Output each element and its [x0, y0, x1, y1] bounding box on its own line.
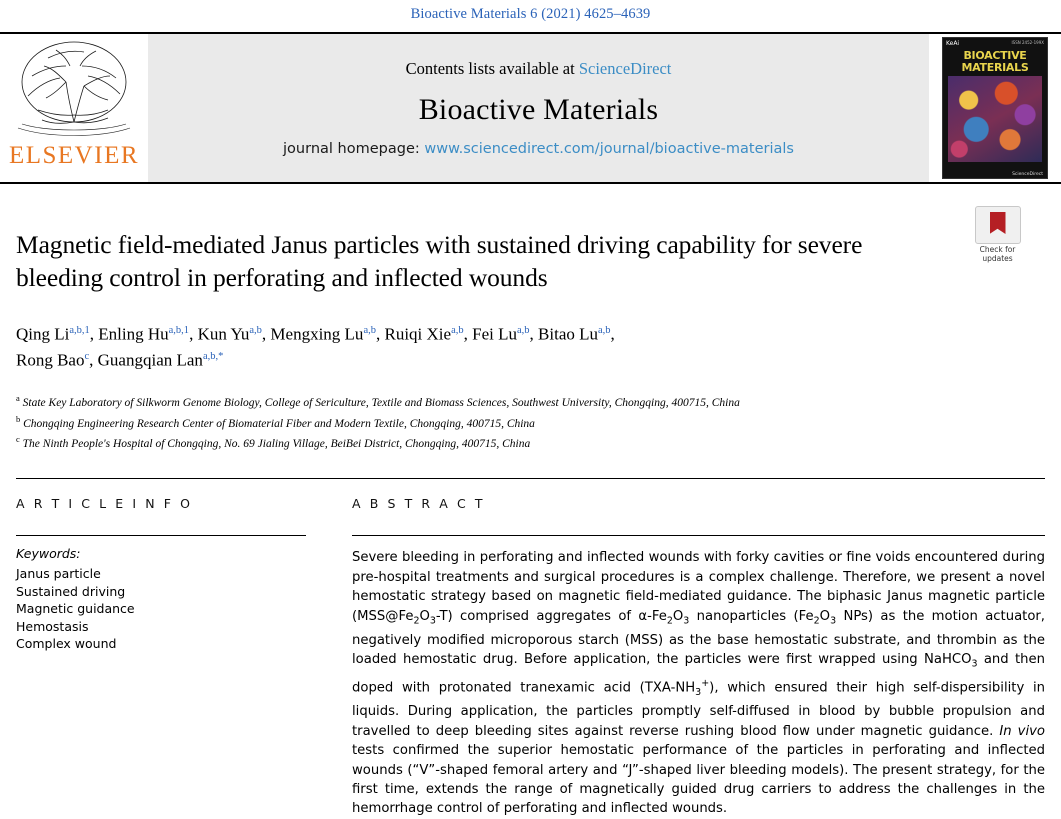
- contents-prefix: Contents lists available at: [405, 59, 579, 78]
- author-affiliation-marker[interactable]: a,b: [451, 325, 464, 336]
- cover-title-line1: BIOACTIVE: [963, 49, 1027, 62]
- journal-title: Bioactive Materials: [418, 93, 659, 126]
- affiliation-text: The Ninth People's Hospital of Chongqing, No. 69 Jialing Village, BeiBei District, Chongqing, 400715, China: [22, 437, 531, 450]
- journal-cover-thumbnail: [929, 34, 1061, 182]
- info-abstract-columns: [16, 496, 1045, 819]
- crossmark-line1: Check for: [979, 245, 1016, 254]
- author-affiliation-marker[interactable]: a,b,1: [168, 325, 190, 336]
- author-affiliation-marker[interactable]: a,b: [363, 325, 376, 336]
- abstract-rule: [352, 535, 1045, 536]
- masthead-center: [148, 34, 929, 182]
- cover-publisher-mark: KeAi: [946, 40, 960, 47]
- page-title: Magnetic field-mediated Janus particles with sustained driving capability for severe bleeding control in perforating and inflected wounds: [16, 230, 863, 292]
- author-affiliation-marker[interactable]: c: [84, 350, 90, 362]
- author-affiliation-marker[interactable]: a,b,1: [69, 325, 90, 336]
- keyword-item: Sustained driving: [16, 583, 126, 599]
- author-list: Qing Li$^{a,b,1}$, Enling Hu$^{a,b,1}$, Kun Yu$^{a,b}$, Mengxing Lu$^{a,b}$, Ruiqi Xie$^{a,b}$, Fei Lu$^{a,b}$, Bitao Lu$^{a,b}$, Rong Bao$^c$, Guangqian Lan$^{a,b,*}$: [16, 324, 615, 370]
- author-name: Enling Hu: [98, 324, 169, 344]
- cover-title-line2: MATERIALS: [961, 60, 1029, 74]
- author-name: Rong Bao: [16, 350, 85, 370]
- cover-title: [943, 50, 1047, 73]
- author-name: Guangqian Lan: [97, 350, 203, 370]
- keywords-label: Keywords:: [16, 546, 81, 562]
- journal-homepage-link[interactable]: www.sciencedirect.com/journal/bioactive-materials: [424, 141, 794, 157]
- affiliation-item: [16, 412, 1045, 432]
- author-affiliation-marker[interactable]: a,b: [249, 325, 262, 336]
- author-affiliation-marker[interactable]: a,b: [516, 325, 530, 336]
- affiliation-text: Chongqing Engineering Research Center of Biomaterial Fiber and Modern Textile, Chongqing, 400715, China: [23, 417, 535, 430]
- author-name: Bitao Lu: [538, 324, 598, 344]
- homepage-prefix: journal homepage:: [283, 141, 425, 157]
- title-block: [16, 228, 1045, 294]
- author-name: Qing Li: [16, 324, 70, 344]
- keyword-item: Complex wound: [16, 636, 117, 652]
- author-name: Kun Yu: [197, 324, 250, 344]
- crossmark-icon: [975, 206, 1021, 244]
- crossmark-badge[interactable]: [967, 206, 1028, 263]
- crossmark-label: [967, 245, 1028, 263]
- article-info-column: [16, 496, 306, 819]
- author-name: Mengxing Lu: [270, 324, 364, 344]
- contents-line: [406, 59, 672, 79]
- homepage-line: [283, 141, 794, 157]
- section-divider: [16, 478, 1045, 479]
- running-head: Bioactive Materials 6 (2021) 4625–4639: [410, 6, 651, 22]
- affiliation-list: [16, 391, 1045, 452]
- author-name: Ruiqi Xie: [384, 324, 452, 344]
- article-content: [0, 228, 1061, 819]
- abstract-column: [306, 496, 1045, 819]
- cover-footer: ScienceDirect: [1012, 172, 1043, 177]
- abstract-text: Severe bleeding in perforating and inflected wounds with forky cavities or fine voids encountered during pre-hospital treatments and surgical procedures is a complex challenge. Therefore, we present a novel hemostatic strategy based on magnetic field-mediated guidance. The biphasic Janus magnetic particle $(MSS@Fe_2O_3-T)$ comprised aggregates of $\alpha-Fe_2O_3$ nanoparticles ($Fe_2O_3$ NPs) as the motion actuator, negatively modified microporous starch (MSS) as the base hemostatic substrate, and thrombin as the loaded hemostatic drug. Before application, the particles were first wrapped using NaHCO$_3$ and then doped with protonated tranexamic acid $(TXA-NH_3^+)$, which ensured their high self-dispersibility in liquids. During application, the particles promptly self-diffused in blood by bubble propulsion and travelled to deep bleeding sites against reverse rushing blood flow under magnetic guidance. In vivo tests confirmed the superior hemostatic performance of the particles in perforating and inflected wounds (“V”-shaped femoral artery and “J”-shaped liver bleeding models). The present strategy, for the first time, extends the range of magnetically guided drug carriers to address the challenges in the hemorrhage control of perforating and inflected wounds.: [352, 550, 1046, 817]
- elsevier-tree-icon: [8, 36, 140, 144]
- abstract-heading: A B S T R A C T: [352, 496, 486, 512]
- affiliation-text: State Key Laboratory of Silkworm Genome Biology, College of Sericulture, Textile and Biomass Sciences, Southwest University, Chongqing, 400715, China: [22, 397, 740, 410]
- article-info-heading: A R T I C L E I N F O: [16, 496, 193, 512]
- affiliation-marker: a: [16, 393, 20, 404]
- cover-issn: ISSN 2452-199X: [1011, 40, 1044, 45]
- keyword-item: Janus particle: [16, 566, 101, 582]
- affiliation-item: [16, 432, 1045, 452]
- sciencedirect-link[interactable]: ScienceDirect: [578, 59, 672, 78]
- cover-artwork: [948, 76, 1042, 162]
- affiliation-marker: b: [16, 413, 21, 424]
- author-name: Fei Lu: [472, 324, 517, 344]
- keyword-item: Hemostasis: [16, 618, 89, 634]
- author-affiliation-marker[interactable]: a,b: [598, 325, 611, 336]
- affiliation-marker: c: [16, 433, 20, 444]
- publisher-logo: [0, 34, 148, 182]
- elsevier-wordmark: ELSEVIER: [8, 142, 140, 169]
- article-info-rule: [16, 535, 306, 536]
- affiliation-item: [16, 391, 1045, 411]
- keyword-item: Magnetic guidance: [16, 601, 135, 617]
- crossmark-line2: updates: [982, 254, 1013, 263]
- journal-masthead: [0, 32, 1061, 184]
- cover-image: [942, 37, 1048, 179]
- author-affiliation-marker[interactable]: a,b,*: [202, 350, 224, 362]
